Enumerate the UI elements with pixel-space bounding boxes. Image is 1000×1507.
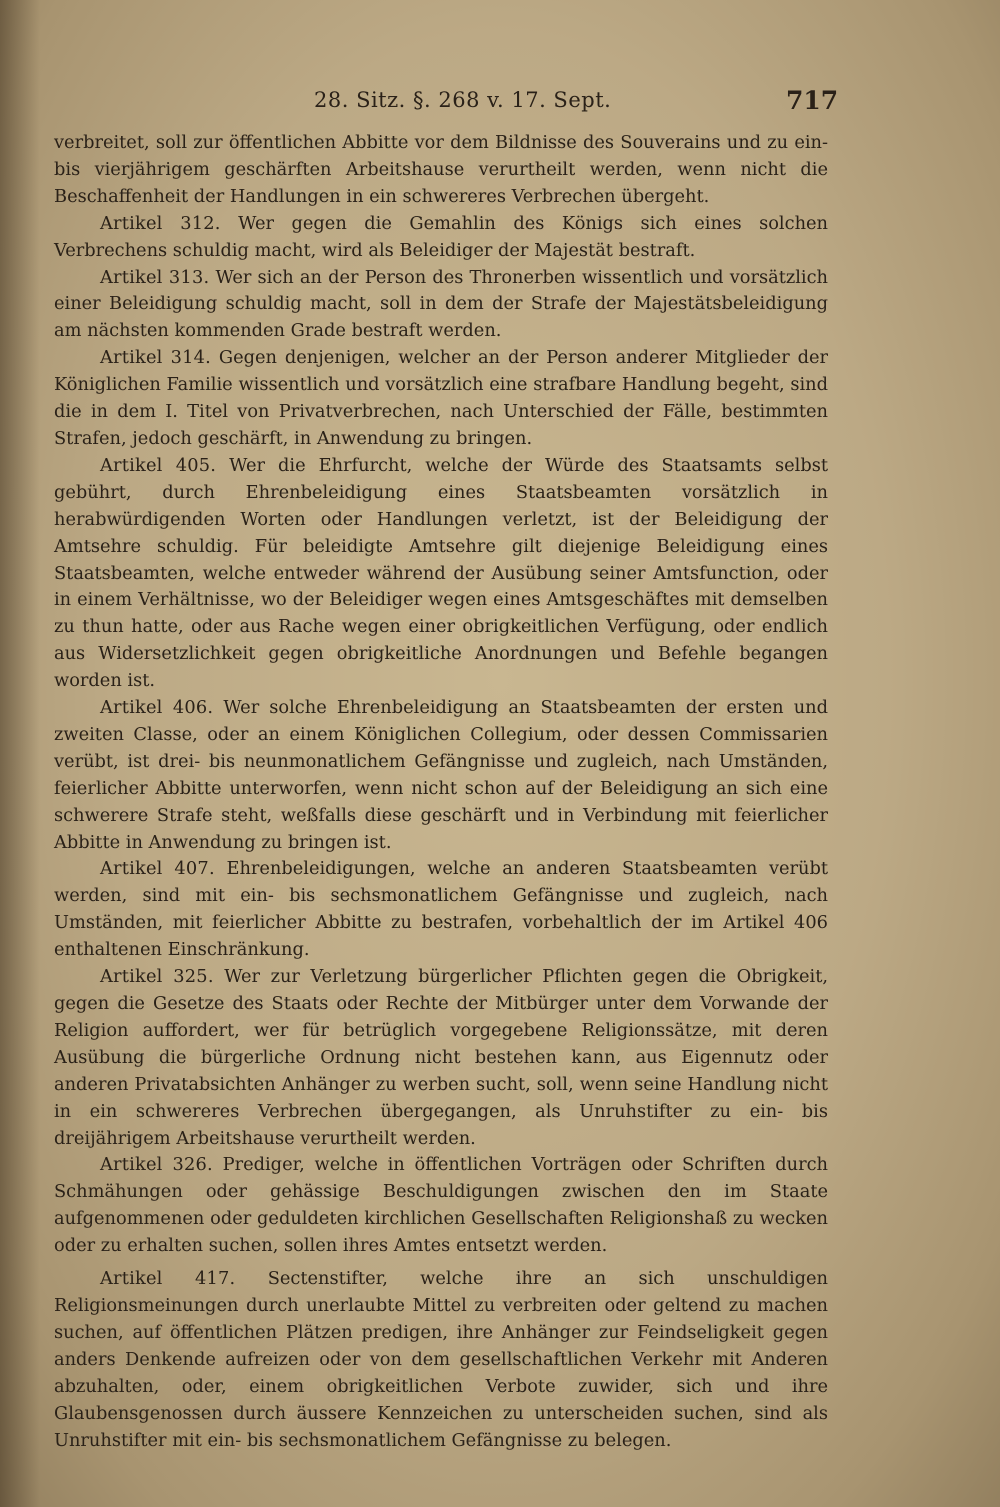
body-text xyxy=(54,130,828,1454)
paragraph-artikel-405 xyxy=(54,453,828,695)
article-label: Artikel 406. xyxy=(100,697,214,719)
page-header xyxy=(0,88,1000,128)
paragraph-text: Wer gegen die Gemahlin des Königs sich eines solchen Verbrechens schuldig macht, wird als Beleidiger der Majestät bestraft. xyxy=(54,212,828,261)
paragraph-text: Gegen denjenigen, welcher an der Person anderer Mitglieder der Königlichen Familie wissentlich und vorsätzlich eine strafbare Handlung begeht, sind die in dem I. Titel von Privatverbrechen, nach Unterschied der Fälle, bestimmten Strafen, jedoch geschärft, in Anwendung zu bringen. xyxy=(54,347,828,449)
article-label: Artikel 314. xyxy=(100,347,212,369)
paragraph-text: Prediger, welche in öffentlichen Vorträgen oder Schriften durch Schmähungen oder gehässige Beschuldigungen zwischen den im Staate aufgenommenen oder geduldeten kirchlichen Gesellschaften Religionshaß zu wecken oder zu erhalten suchen, sollen ihres Amtes entsetzt werden. xyxy=(54,1154,828,1257)
paragraph-artikel-313 xyxy=(54,265,828,346)
paragraph-text: Wer sich an der Person des Thronerben wissentlich und vorsätzlich einer Beleidigung schuldig macht, soll in dem der Strafe der Majestätsbeleidigung am nächsten kommenden Grade bestraft werden. xyxy=(54,266,828,342)
article-label: Artikel 312. xyxy=(100,212,221,234)
paragraph-text: verbreitet, soll zur öffentlichen Abbitte vor dem Bildnisse des Souverains und zu ein- bis vierjährigem geschärften Arbeitshause verurtheilt werden, wenn nicht die Beschaffenheit der Handlungen in ein schwereres Verbrechen übergeht. xyxy=(54,132,828,207)
paragraph-artikel-312 xyxy=(54,211,828,265)
paragraph-artikel-314 xyxy=(54,345,828,453)
article-label: Artikel 313. xyxy=(100,266,210,288)
paragraph-artikel-417 xyxy=(54,1266,828,1454)
paragraph-text: Sectenstifter, welche ihre an sich unschuldigen Religionsmeinungen durch unerlaubte Mittel zu verbreiten oder geltend zu machen suchen, auf öffentlichen Plätzen predigen, ihre Anhänger zur Feindseligkeit gegen anders Denkende aufreizen oder von dem gesellschaftlichen Verkehr mit Anderen abzuhalten, oder, einem obrigkeitlichen Verbote zuwider, sich und ihre Glaubensgenossen durch äussere Kennzeichen zu unterscheiden suchen, sind als Unruhstifter mit ein- bis sechsmonatlichem Gefängnisse zu belegen. xyxy=(54,1268,828,1451)
paragraph-text: Wer solche Ehrenbeleidigung an Staatsbeamten der ersten und zweiten Classe, oder an einem Königlichen Collegium, oder dessen Commissarien verübt, ist drei- bis neunmonatlichem Gefängnisse und zugleich, nach Umständen, feierlicher Abbitte unterworfen, wenn nicht schon auf der Beleidigung an sich eine schwerere Strafe steht, weßfalls diese geschärft und in Verbindung mit feierlicher Abbitte in Anwendung zu bringen ist. xyxy=(54,697,828,853)
paragraph-artikel-407 xyxy=(54,856,828,964)
paragraph-artikel-406 xyxy=(54,695,828,856)
running-head: 28. Sitz. §. 268 v. 17. Sept. xyxy=(314,88,612,112)
article-label: Artikel 326. xyxy=(100,1154,213,1176)
paragraph-text: Wer die Ehrfurcht, welche der Würde des Staatsamts selbst gebührt, durch Ehrenbeleidigung eines Staatsbeamten vorsätzlich in herabwürdigenden Worten oder Handlungen verletzt, ist der Beleidigung der Amtsehre schuldig. Für beleidigte Amtsehre gilt diejenige Beleidigung eines Staatsbeamten, welche entweder während der Ausübung seiner Amtsfunction, oder in einem Verhältnisse, wo der Beleidiger wegen eines Amtsgeschäftes mit demselben zu thun hatte, oder aus Rache wegen einer obrigkeitlichen Verfügung, oder endlich aus Widersetzlichkeit gegen obrigkeitliche Anordnungen und Befehle begangen worden ist. xyxy=(54,454,828,692)
binding-shadow xyxy=(0,0,40,1507)
paragraph-artikel-325 xyxy=(54,964,828,1152)
page-number: 717 xyxy=(786,86,839,115)
article-label: Artikel 405. xyxy=(100,454,217,476)
article-label: Artikel 417. xyxy=(100,1268,236,1290)
article-label: Artikel 407. xyxy=(100,858,215,880)
paragraph-artikel-326 xyxy=(54,1152,828,1260)
paragraph-continuation xyxy=(54,130,828,211)
paragraph-text: Wer zur Verletzung bürgerlicher Pflichten gegen die Obrigkeit, gegen die Gesetze des Staats oder Rechte der Mitbürger unter dem Vorwande der Religion auffordert, wer für betrüglich vorgegebene Religionssätze, mit deren Ausübung die bürgerliche Ordnung nicht bestehen kann, aus Eigennutz oder anderen Privatabsichten Anhänger zu werben sucht, soll, wenn seine Handlung nicht in ein schwereres Verbrechen übergegangen, als Unruhstifter zu ein- bis dreijährigem Arbeitshause verurtheilt werden. xyxy=(54,966,828,1149)
article-label: Artikel 325. xyxy=(100,966,214,988)
paragraph-text: Ehrenbeleidigungen, welche an anderen Staatsbeamten verübt werden, sind mit ein- bis sechsmonatlichem Gefängnisse und zugleich, nach Umständen, mit feierlicher Abbitte zu bestrafen, vorbehaltlich der im Artikel 406 enthaltenen Einschränkung. xyxy=(54,858,828,961)
